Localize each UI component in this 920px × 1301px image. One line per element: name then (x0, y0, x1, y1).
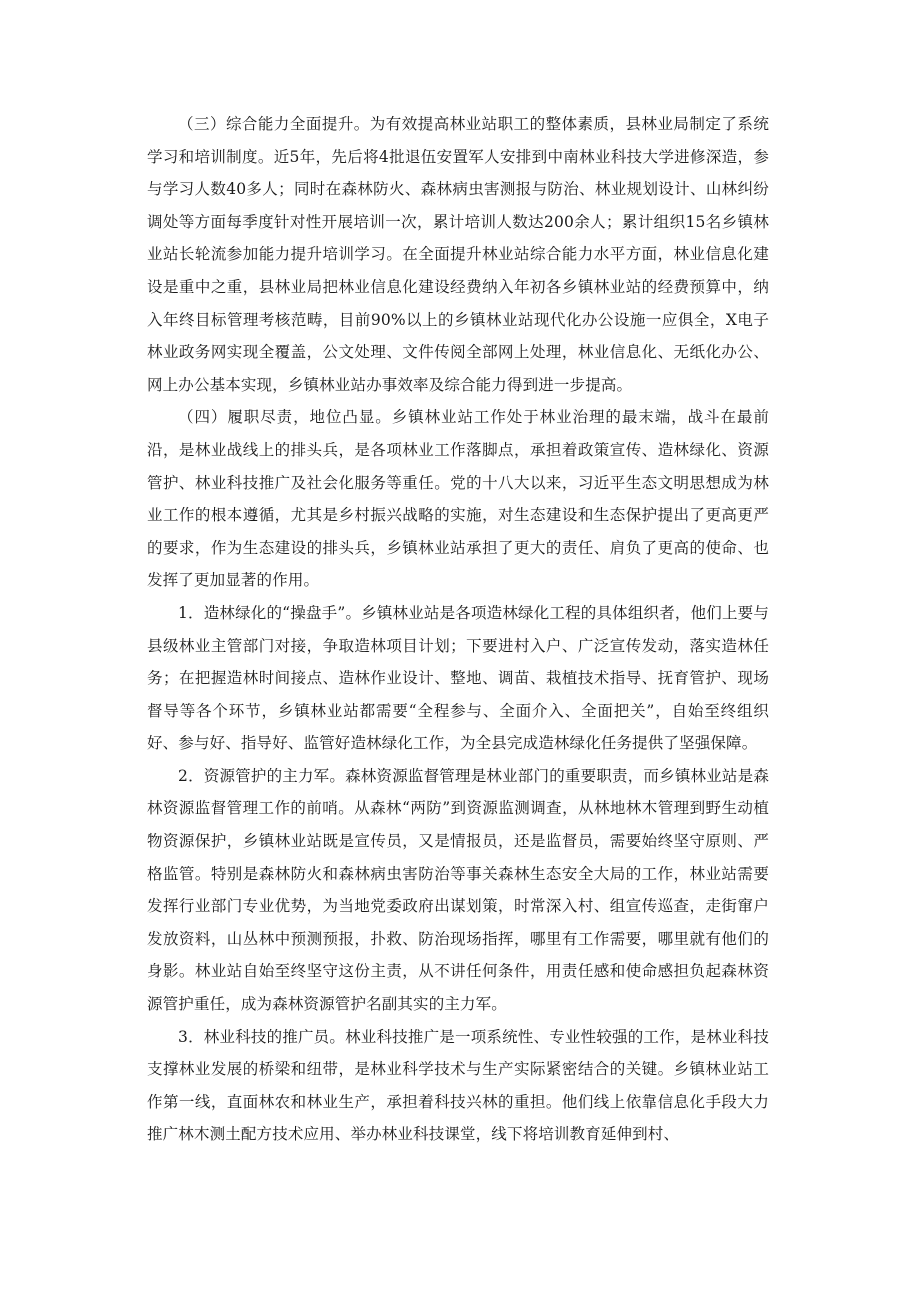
paragraph-performing-duties: （四）履职尽责，地位凸显。乡镇林业站工作处于林业治理的最末端，战斗在最前沿，是林业战线上的排头兵，是各项林业工作落脚点，承担着政策宣传、造林绿化、资源管护、林业科技推广及社会化服务等重任。党的十八大以来，习近平生态文明思想成为林业工作的根本遵循，尤其是乡村振兴战略的实施，对生态建设和生态保护提出了更高更严的要求，作为生态建设的排头兵，乡镇林业站承担了更大的责任、肩负了更高的使命、也发挥了更加显著的作用。 (147, 408, 769, 590)
paragraph-afforestation: 1．造林绿化的“操盘手”。乡镇林业站是各项造林绿化工程的具体组织者，他们上要与县级林业主管部门对接，争取造林项目计划；下要进村入户、广泛宣传发动，落实造林任务；在把握造林时间接点、造林作业设计、整地、调苗、栽植技术指导、抚育管护、现场督导等各个环节，乡镇林业站都需要“全程参与、全面介入、全面把关”，自始至终组织好、参与好、指导好、监管好造林绿化工作，为全县完成造林绿化任务提供了坚强保障。 (147, 603, 769, 753)
paragraph-resource-protection: 2．资源管护的主力军。森林资源监督管理是林业部门的重要职责，而乡镇林业站是森林资源监督管理工作的前哨。从森林“两防”到资源监测调查，从林地林木管理到野生动植物资源保护，乡镇林业站既是宣传员，又是情报员，还是监督员，需要始终坚守原则、严格监管。特别是森林防火和森林病虫害防治等事关森林生态安全大局的工作，林业站需要发挥行业部门专业优势，为当地党委政府出谋划策，时常深入村、组宣传巡查，走街窜户发放资料，山丛林中预测预报，扑救、防治现场指挥，哪里有工作需要，哪里就有他们的身影。林业站自始至终坚守这份主责，从不讲任何条件，用责任感和使命感担负起森林资源管护重任，成为森林资源管护名副其实的主力军。 (147, 766, 769, 1014)
paragraph-comprehensive-capability: （三）综合能力全面提升。为有效提高林业站职工的整体素质，县林业局制定了系统学习和培训制度。近5年，先后将4批退伍安置军人安排到中南林业科技大学进修深造，参与学习人数40多人；同时在森林防火、森林病虫害测报与防治、林业规划设计、山林纠纷调处等方面每季度针对性开展培训一次，累计培训人数达200余人；累计组织15名乡镇林业站长轮流参加能力提升培训学习。在全面提升林业站综合能力水平方面，林业信息化建设是重中之重，县林业局把林业信息化建设经费纳入年初各乡镇林业站的经费预算中，纳入年终目标管理考核范畴，目前90%以上的乡镇林业站现代化办公设施一应俱全，X电子林业政务网实现全覆盖，公文处理、文件传阅全部网上处理，林业信息化、无纸化办公、网上办公基本实现，乡镇林业站办事效率及综合能力得到进一步提高。 (147, 115, 769, 394)
paragraph-technology-promotion: 3．林业科技的推广员。林业科技推广是一项系统性、专业性较强的工作，是林业科技支撑林业发展的桥梁和纽带，是林业科学技术与生产实际紧密结合的关键。乡镇林业站工作第一线，直面林农和林业生产，承担着科技兴林的重担。他们线上依靠信息化手段大力推广林木测土配方技术应用、举办林业科技课堂，线下将培训教育延伸到村、 (147, 1027, 769, 1144)
document-body (147, 108, 769, 1151)
